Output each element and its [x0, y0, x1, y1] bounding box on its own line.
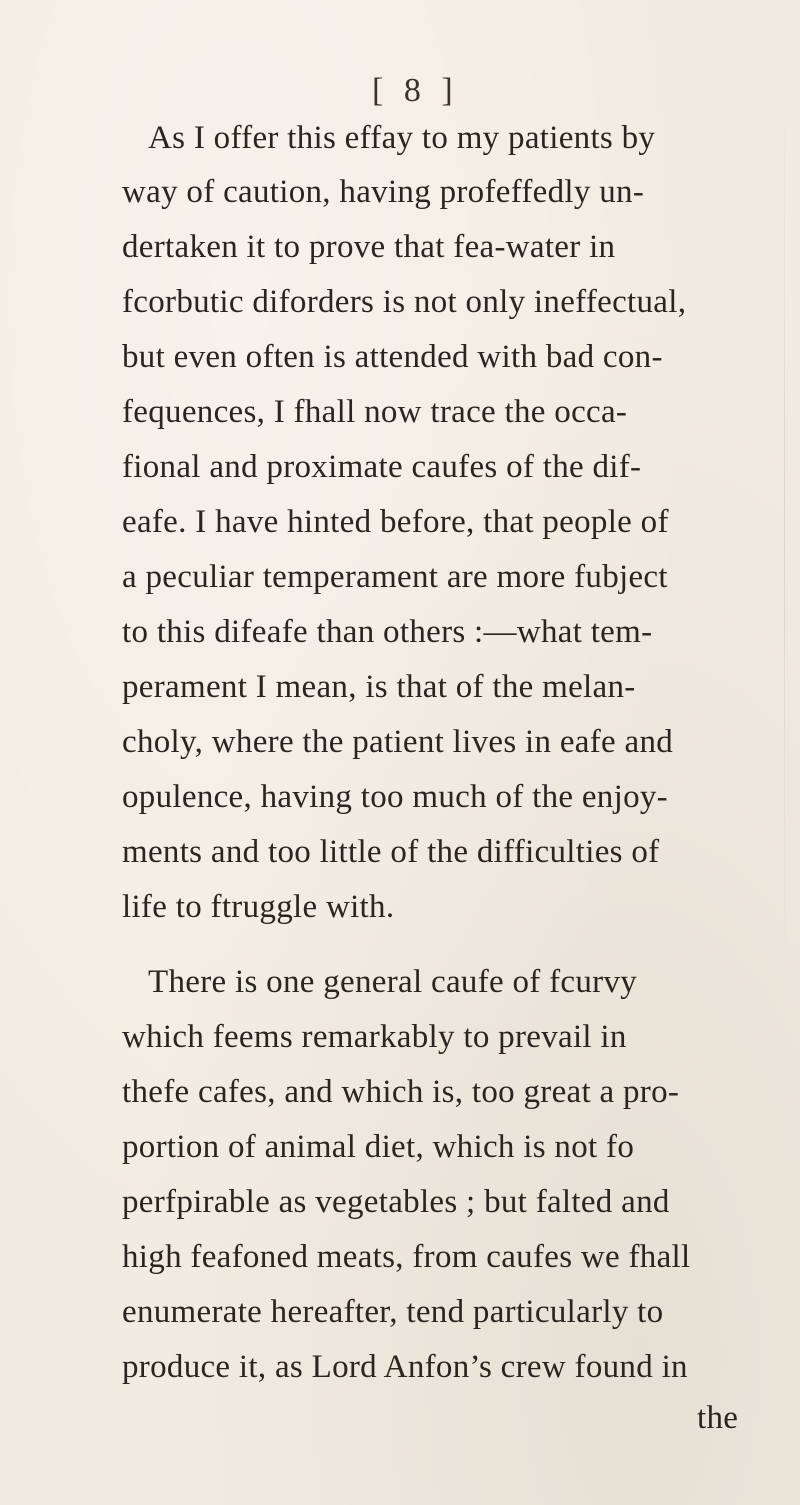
text-line: thefe cafes, and which is, too great a pro‑: [122, 1074, 680, 1110]
text-line: but even often is attended with bad con‑: [122, 339, 663, 375]
text-line: eafe. I have hinted before, that people of: [122, 504, 669, 540]
text-line: fcorbutic diforders is not only ineffectual,: [122, 284, 687, 320]
text-line: portion of animal diet, which is not fo: [122, 1129, 635, 1165]
text-line: fequences, I fhall now trace the occa‑: [122, 394, 628, 430]
page-number: [ 8 ]: [372, 72, 459, 109]
text-line: There is one general caufe of fcurvy: [148, 964, 638, 1000]
page-edge-shadow: [784, 78, 785, 978]
text-line: which feems remarkably to prevail in: [122, 1019, 627, 1055]
text-line: enumerate hereafter, tend particularly to: [122, 1294, 664, 1330]
text-line: dertaken it to prove that fea-water in: [122, 229, 616, 265]
text-line: fional and proximate caufes of the dif‑: [122, 449, 642, 485]
text-line: opulence, having too much of the enjoy‑: [122, 779, 668, 815]
text-line: a peculiar temperament are more fubject: [122, 559, 668, 595]
text-line: ments and too little of the difficulties of: [122, 834, 660, 870]
text-line: high feafoned meats, from caufes we fhall: [122, 1239, 691, 1275]
catchword: the: [697, 1400, 739, 1436]
text-line: As I offer this effay to my patients by: [148, 120, 656, 156]
text-line: produce it, as Lord Anfon’s crew found in: [122, 1349, 688, 1385]
text-line: to this difeafe than others :—what tem‑: [122, 614, 653, 650]
text-line: life to ftruggle with.: [122, 889, 395, 925]
text-line: choly, where the patient lives in eafe and: [122, 724, 674, 760]
text-line: perament I mean, is that of the melan‑: [122, 669, 636, 705]
text-line: way of caution, having profeffedly un‑: [122, 174, 645, 210]
text-line: perfpirable as vegetables ; but falted and: [122, 1184, 670, 1220]
